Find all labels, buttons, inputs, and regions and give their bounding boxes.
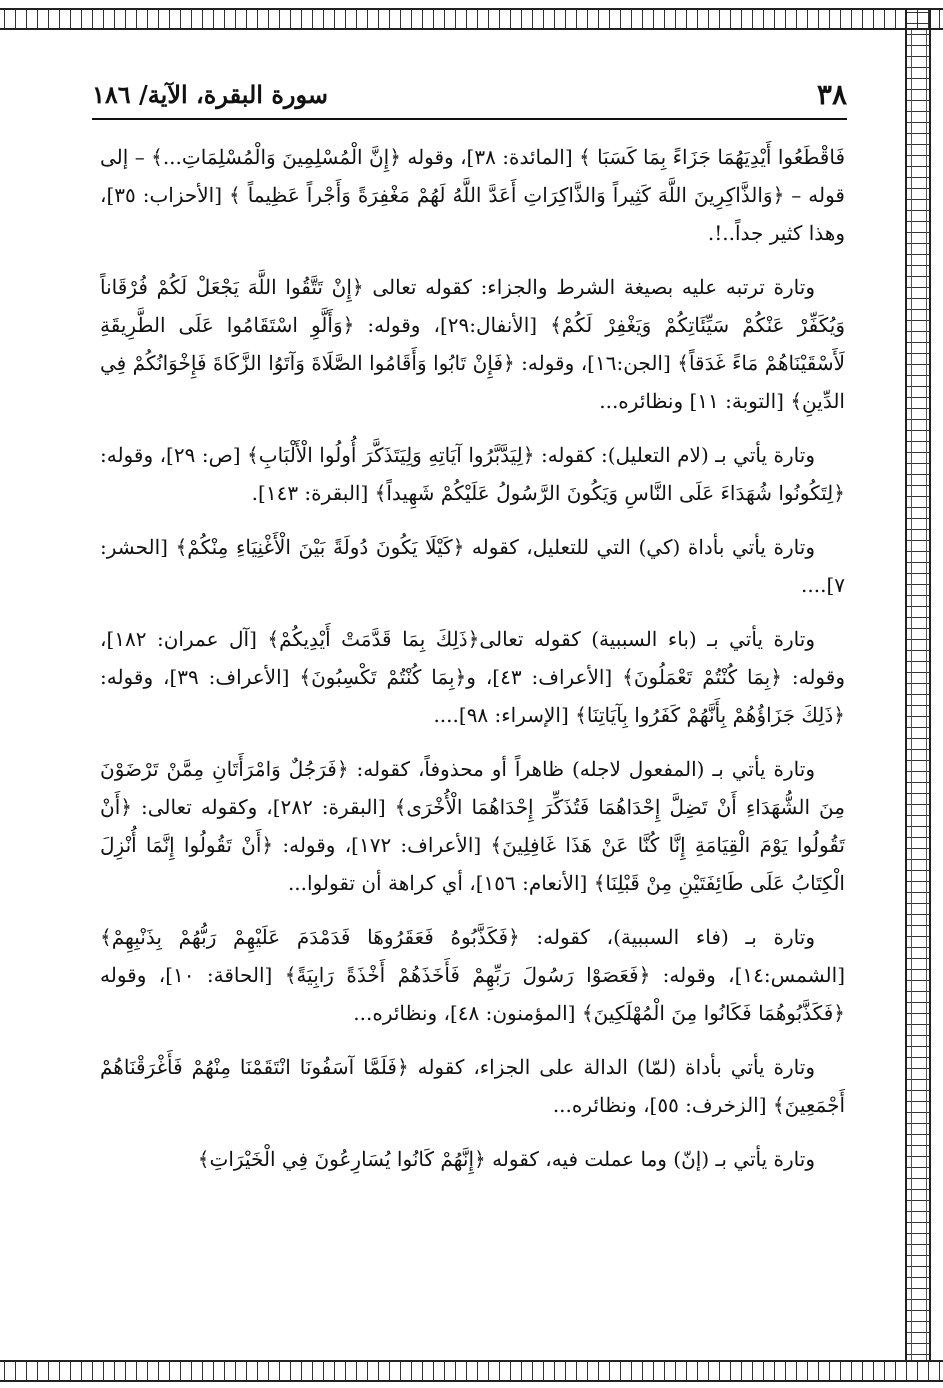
paragraph-1: فَاقْطَعُوا أَيْدِيَهُمَا جَزَاءً بِمَا كَسَبَا ﴾ [المائدة: ٣٨]، وقوله ﴿إِنَّ الْمُسْلِمِينَ وَالْمُسْلِمَاتِ...﴾ – إلى قوله – ﴿وَالذَّاكِرِينَ اللَّهَ كَثِيراً وَالذَّاكِرَاتِ أَعَدَّ اللَّهُ لَهُمْ مَغْفِرَةً وَأَجْراً عَظِيماً ﴾ [الأحزاب: ٣٥]، وهذا كثير جداً..!. (100, 145, 846, 245)
right-border-inner-line (911, 30, 927, 1360)
paragraph-3: وتارة يأتي بـ (لام التعليل): كقوله: ﴿لِيَدَّبَّرُوا آيَاتِهِ وَلِيَتَذَكَّرَ أُولُوا الْأَلْبَابِ﴾ [ص: ٢٩]، وقوله: ﴿لِتَكُونُوا شُهَدَاءَ عَلَى النَّاسِ وَيَكُونَ الرَّسُولُ عَلَيْكُمْ شَهِيداً﴾ [البقرة: ١٤٣]. (100, 443, 845, 505)
bottom-decorative-border (0, 1360, 943, 1382)
paragraph-6: وتارة يأتي بـ (المفعول لاجله) ظاهراً أو محذوفاً، كقوله: ﴿فَرَجُلٌ وَامْرَأَتَانِ مِمَّنْ تَرْضَوْنَ مِنَ الشُّهَدَاءِ أَنْ تَضِلَّ إِحْدَاهُمَا فَتُذَكِّرَ إِحْدَاهُمَا الْأُخْرَى﴾ [البقرة: ٢٨٢]، وكقوله تعالى: ﴿أَنْ تَقُولُوا يَوْمَ الْقِيَامَةِ إِنَّا كُنَّا عَنْ هَذَا غَافِلِينَ﴾ [الأعراف: ١٧٢]، وقوله: ﴿أَنْ تَقُولُوا إِنَّمَا أُنْزِلَ الْكِتَابُ عَلَى طَائِفَتَيْنِ مِنْ قَبْلِنَا﴾ [الأنعام: ١٥٦]، أي كراهة أن تقولوا... (100, 757, 845, 895)
page-number: ٣٨ (816, 78, 847, 111)
running-title: سورة البقرة، الآية/ ١٨٦ (92, 80, 329, 109)
paragraph-4: وتارة يأتي بأداة (كي) التي للتعليل، كقوله ﴿كَيْلَا يَكُونَ دُولَةً بَيْنَ الْأَغْنِيَاءِ مِنْكُمْ﴾ [الحشر: ٧].... (100, 535, 845, 597)
page-body (100, 138, 845, 1348)
top-decorative-border (0, 8, 943, 30)
page-header (92, 70, 847, 120)
paragraph-8: وتارة يأتي بأداة (لمّا) الدالة على الجزاء، كقوله ﴿فَلَمَّا آسَفُونَا انْتَقَمْنَا مِنْهُمْ فَأَغْرَقْنَاهُمْ أَجْمَعِينَ﴾ [الزخرف: ٥٥]، ونظائره... (100, 1055, 845, 1117)
paragraph-2: وتارة ترتبه عليه بصيغة الشرط والجزاء: كقوله تعالى ﴿إِنْ تَتَّقُوا اللَّهَ يَجْعَلْ لَكُمْ فُرْقَاناً وَيُكَفِّرْ عَنْكُمْ سَيِّئَاتِكُمْ وَيَغْفِرْ لَكُمْ﴾ [الأنفال:٢٩]، وقوله: ﴿وَأَلَّوِ اسْتَقَامُوا عَلَى الطَّرِيقَةِ لَأَسْقَيْنَاهُمْ مَاءً غَدَقاً﴾ [الجن:١٦]، وقوله: ﴿فَإِنْ تَابُوا وَأَقَامُوا الصَّلَاةَ وَآتَوُا الزَّكَاةَ فَإِخْوَانُكُمْ فِي الدِّينِ﴾ [التوبة: ١١] ونظائره... (100, 275, 845, 413)
paragraph-9: وتارة يأتي بـ (إنّ) وما عملت فيه، كقوله ﴿إِنَّهُمْ كَانُوا يُسَارِعُونَ فِي الْخَيْرَاتِ﴾ (197, 1147, 815, 1171)
paragraph-7: وتارة بـ (فاء السببية)، كقوله: ﴿فَكَذَّبُوهُ فَعَقَرُوهَا فَدَمْدَمَ عَلَيْهِمْ رَبُّهُمْ بِذَنْبِهِمْ﴾ [الشمس:١٤]، وقوله: ﴿فَعَصَوْا رَسُولَ رَبِّهِمْ فَأَخَذَهُمْ أَخْذَةً رَابِيَةً﴾ [الحاقة: ١٠]، وقوله ﴿فَكَذَّبُوهُمَا فَكَانُوا مِنَ الْمُهْلَكِينَ﴾ [المؤمنون: ٤٨]، ونظائره... (100, 925, 845, 1025)
paragraph-5: وتارة يأتي بـ (باء السببية) كقوله تعالى﴿ذَلِكَ بِمَا قَدَّمَتْ أَيْدِيكُمْ﴾ [آل عمران: ١٨٢]، وقوله: ﴿بِمَا كُنْتُمْ تَعْمَلُونَ﴾ [الأعراف: ٤٣]، و﴿بِمَا كُنْتُمْ تَكْسِبُونَ﴾ [الأعراف: ٣٩]، وقوله: ﴿ذَلِكَ جَزَاؤُهُمْ بِأَنَّهُمْ كَفَرُوا بِآيَاتِنَا﴾ [الإسراء: ٩٨].... (100, 627, 845, 727)
